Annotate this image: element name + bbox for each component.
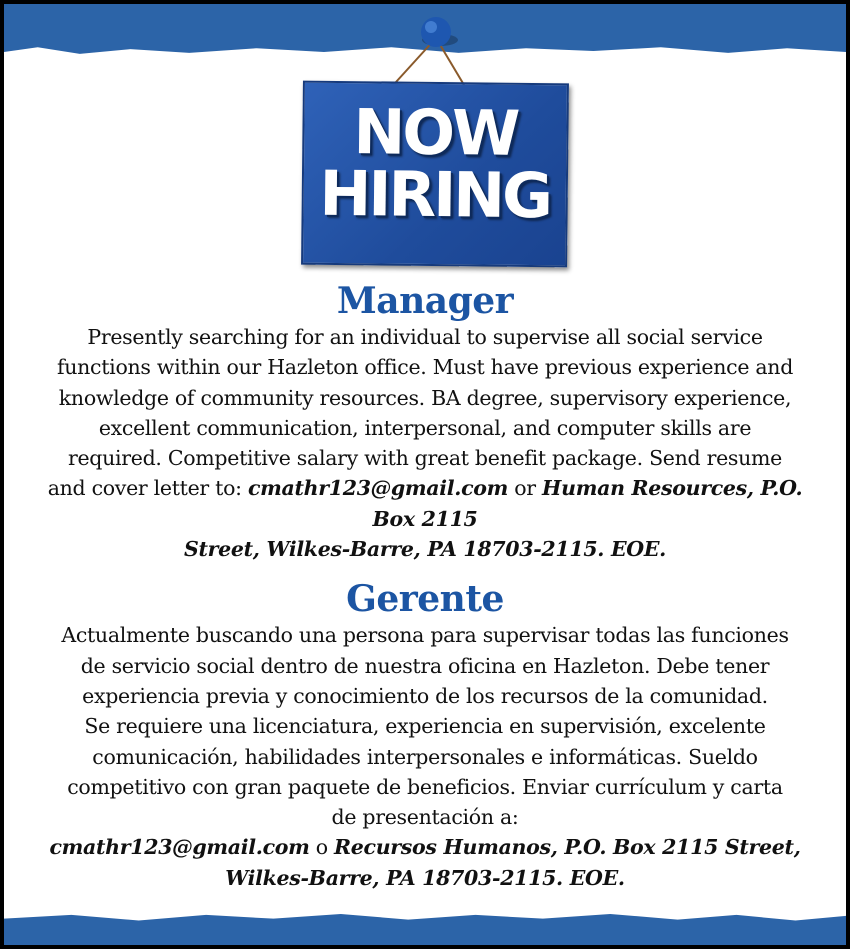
english-contact-prefix: and cover letter to: [47,476,248,501]
ad-content [0,280,850,893]
spanish-section [0,578,850,893]
push-pin-highlight [425,21,437,33]
sign-text [303,95,566,233]
spanish-body [14,620,836,893]
sign-text-now: NOW [353,95,518,170]
now-hiring-sign-group [0,0,850,270]
english-line-5: required. Competitive salary with great benefit package. Send resume [67,446,783,471]
push-pin-icon [421,17,451,47]
spanish-line-6: competitivo con gran paquete de beneficios. Enviar currículum y carta [67,774,783,799]
english-body [14,322,836,564]
english-email-link[interactable]: cmathr123@gmail.com [247,476,509,501]
spanish-line-1: Actualmente buscando una persona para supervisar todas las funciones [61,623,789,648]
english-heading: Manager [336,280,514,322]
spanish-line-7: de presentación a: [331,805,519,830]
english-address-part1: Human Resources, P.O. [542,476,803,501]
english-line-4: excellent communication, interpersonal, and computer skills are [98,415,752,440]
spanish-email-link[interactable]: cmathr123@gmail.com [49,835,310,860]
english-section [0,280,850,564]
spanish-address-part1: Recursos Humanos, P.O. Box 2115 Street, [334,835,801,860]
english-address-part2: Box 2115 [372,506,478,531]
spanish-line-3: experiencia previa y conocimiento de los recursos de la comunidad. [82,683,768,708]
spanish-address-part2: Wilkes-Barre, PA 18703-2115. EOE. [225,865,625,890]
english-line-1: Presently searching for an individual to supervise all social service [87,325,763,349]
spanish-contact-line [14,832,836,862]
english-line-2: functions within our Hazleton office. Must have previous experience and [56,355,794,380]
spanish-line-2: de servicio social dentro de nuestra oficina en Hazleton. Debe tener [80,653,770,678]
spanish-line-5: comunicación, habilidades interpersonales e informáticas. Sueldo [92,744,758,769]
sign-text-hiring: HIRING [319,156,551,233]
english-or-text: or [508,476,543,501]
english-line-6 [14,473,836,503]
english-address-part3: Street, Wilkes-Barre, PA 18703-2115. EOE. [183,537,667,562]
spanish-or-text: o [309,835,335,860]
spanish-line-4: Se requiere una licenciatura, experiencia en supervisión, excelente [84,714,766,739]
now-hiring-sign [301,81,569,268]
english-line-3: knowledge of community resources. BA degree, supervisory experience, [58,385,792,410]
spanish-heading: Gerente [346,578,504,621]
